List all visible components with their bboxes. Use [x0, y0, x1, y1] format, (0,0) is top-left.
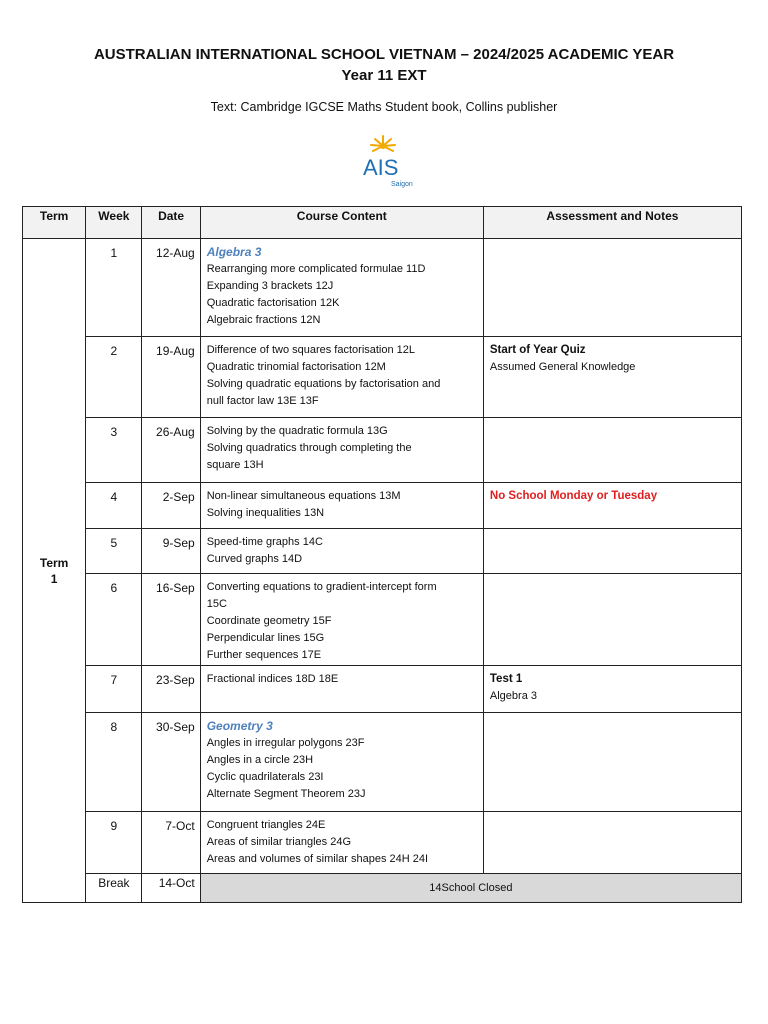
- content-line: Curved graphs 14D: [206, 553, 303, 565]
- break-date-cell: 14-Oct: [142, 874, 200, 903]
- date-cell: 7-Oct: [142, 812, 200, 874]
- table-row: [23, 337, 742, 418]
- school-logo: [358, 133, 420, 191]
- term-cell: [23, 239, 86, 903]
- table-row: [23, 666, 742, 713]
- logo-subtext: Saigon: [391, 181, 413, 188]
- table-row: [23, 713, 742, 812]
- content-line: Solving by the quadratic formula 13G: [206, 425, 388, 437]
- table-row: [23, 529, 742, 574]
- assessment-note: Assumed General Knowledge: [489, 361, 636, 373]
- header-date: Date: [142, 207, 200, 239]
- content-cell: [200, 574, 483, 666]
- textbook-subtitle: Text: Cambridge IGCSE Maths Student book, Collins publisher: [210, 100, 558, 114]
- content-line: Areas of similar triangles 24G: [206, 836, 351, 848]
- notes-cell: [483, 812, 741, 874]
- content-line: Algebraic fractions 12N: [206, 314, 321, 326]
- assessment-title: Test 1: [489, 673, 523, 685]
- year-level-title: Year 11 EXT: [341, 67, 427, 84]
- content-line: Expanding 3 brackets 12J: [206, 280, 334, 292]
- date-cell: 19-Aug: [142, 337, 200, 418]
- week-cell: 8: [86, 713, 142, 812]
- break-week-cell: Break: [86, 874, 142, 903]
- content-line: Fractional indices 18D 18E: [206, 673, 339, 685]
- header-term: Term: [23, 207, 86, 239]
- header-week: Week: [86, 207, 142, 239]
- assessment-note: Algebra 3: [489, 690, 537, 702]
- content-line: Congruent triangles 24E: [206, 819, 326, 831]
- no-school-notice: No School Monday or Tuesday: [489, 490, 658, 502]
- content-line: 15C: [206, 598, 227, 610]
- content-line: Converting equations to gradient-intercept form: [206, 581, 437, 593]
- date-cell: 9-Sep: [142, 529, 200, 574]
- notes-cell: [483, 239, 741, 337]
- content-line: Speed-time graphs 14C: [206, 536, 323, 548]
- week-cell: 4: [86, 483, 142, 529]
- table-row: [23, 418, 742, 483]
- content-line: Alternate Segment Theorem 23J: [206, 788, 366, 800]
- table-row: [23, 812, 742, 874]
- content-line: Solving quadratic equations by factorisation and: [206, 378, 441, 390]
- break-row: [23, 874, 742, 903]
- table-row: [23, 483, 742, 529]
- notes-cell: [483, 666, 741, 713]
- header-content: Course Content: [200, 207, 483, 239]
- date-cell: 12-Aug: [142, 239, 200, 337]
- content-line: Angles in a circle 23H: [206, 754, 314, 766]
- notes-cell: [483, 337, 741, 418]
- school-closed-cell: 14School Closed: [200, 874, 741, 903]
- term-label: Term: [39, 555, 69, 570]
- content-cell: [200, 812, 483, 874]
- table-row: [23, 574, 742, 666]
- week-cell: 3: [86, 418, 142, 483]
- content-cell: [200, 337, 483, 418]
- date-cell: 23-Sep: [142, 666, 200, 713]
- logo-text: AIS: [363, 155, 399, 180]
- assessment-title: Start of Year Quiz: [489, 344, 586, 356]
- table-header-row: [23, 207, 742, 239]
- content-cell: [200, 529, 483, 574]
- week-cell: 1: [86, 239, 142, 337]
- notes-cell: [483, 574, 741, 666]
- content-line: Non-linear simultaneous equations 13M: [206, 490, 401, 502]
- content-line: Rearranging more complicated formulae 11D: [206, 263, 426, 275]
- content-line: Difference of two squares factorisation 12L: [206, 344, 416, 356]
- content-cell: [200, 483, 483, 529]
- content-line: Solving inequalities 13N: [206, 507, 325, 519]
- content-line: Quadratic factorisation 12K: [206, 297, 340, 309]
- content-line: Cyclic quadrilaterals 23I: [206, 771, 324, 783]
- content-line: Areas and volumes of similar shapes 24H 24I: [206, 853, 429, 865]
- week-cell: 7: [86, 666, 142, 713]
- notes-cell: [483, 483, 741, 529]
- date-cell: 26-Aug: [142, 418, 200, 483]
- unit-title: Geometry 3: [206, 719, 273, 733]
- week-cell: 6: [86, 574, 142, 666]
- content-line: Solving quadratics through completing the: [206, 442, 412, 454]
- content-line: square 13H: [206, 459, 264, 471]
- table-row: [23, 239, 742, 337]
- content-line: null factor law 13E 13F: [206, 395, 319, 407]
- content-cell: [200, 713, 483, 812]
- date-cell: 30-Sep: [142, 713, 200, 812]
- content-line: Quadratic trinomial factorisation 12M: [206, 361, 386, 373]
- term-number: 1: [50, 571, 58, 586]
- date-cell: 16-Sep: [142, 574, 200, 666]
- header-notes: Assessment and Notes: [483, 207, 741, 239]
- content-line: Angles in irregular polygons 23F: [206, 737, 365, 749]
- week-cell: 2: [86, 337, 142, 418]
- notes-cell: [483, 713, 741, 812]
- content-cell: [200, 666, 483, 713]
- week-cell: 5: [86, 529, 142, 574]
- date-cell: 2-Sep: [142, 483, 200, 529]
- content-line: Coordinate geometry 15F: [206, 615, 332, 627]
- notes-cell: [483, 529, 741, 574]
- unit-title: Algebra 3: [206, 245, 262, 259]
- schedule-table: [22, 206, 742, 903]
- content-line: Further sequences 17E: [206, 649, 322, 661]
- content-cell: [200, 418, 483, 483]
- content-line: Perpendicular lines 15G: [206, 632, 325, 644]
- page-title: AUSTRALIAN INTERNATIONAL SCHOOL VIETNAM – 2024/2025 ACADEMIC YEAR: [93, 46, 675, 63]
- content-cell: [200, 239, 483, 337]
- week-cell: 9: [86, 812, 142, 874]
- notes-cell: [483, 418, 741, 483]
